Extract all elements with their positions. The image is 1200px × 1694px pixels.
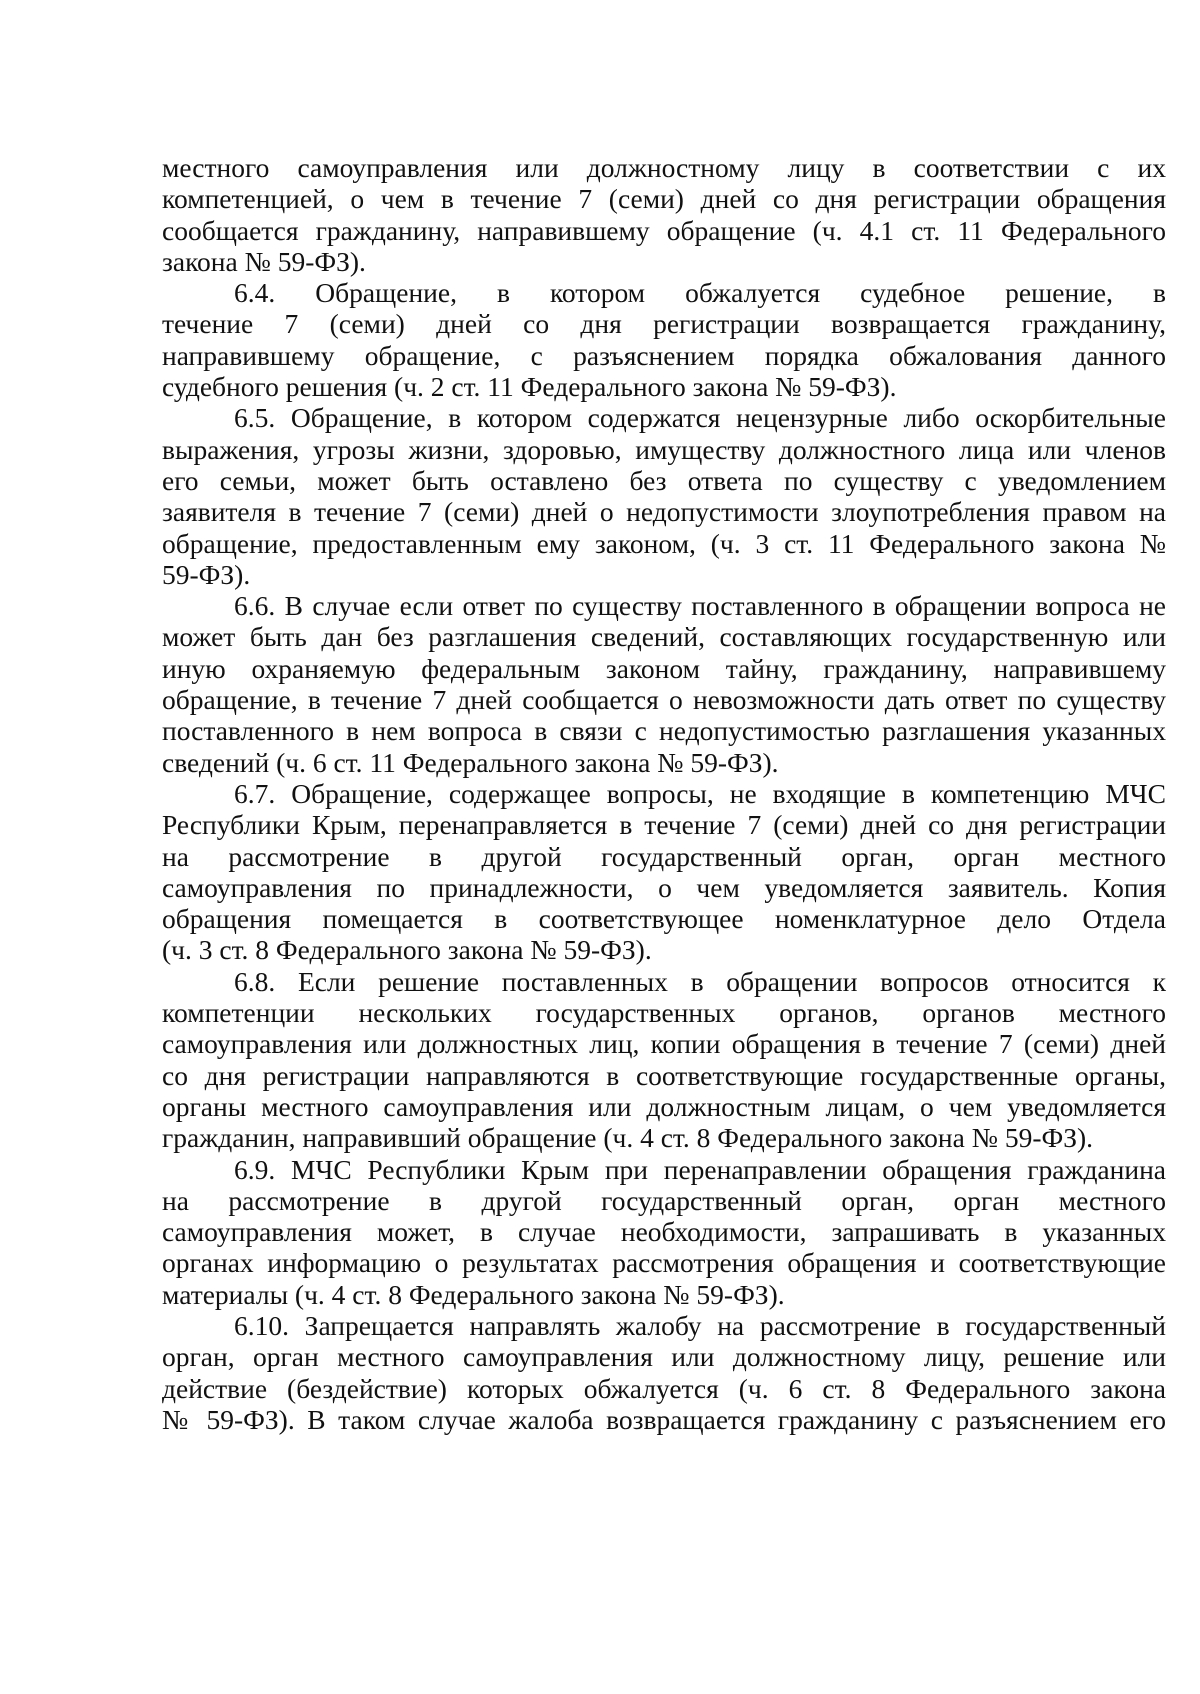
paragraph-continuation bbox=[162, 152, 1166, 277]
text-line: действие (бездействие) которых обжалуется (ч. 6 ст. 8 Федерального закона bbox=[162, 1372, 1166, 1404]
text-line: выражения, угрозы жизни, здоровью, имуществу должностного лица или членов bbox=[162, 433, 1166, 465]
text-line: со дня регистрации направляются в соответствующие государственные органы, bbox=[162, 1059, 1166, 1091]
text-line: органы местного самоуправления или должностным лицам, о чем уведомляется bbox=[162, 1090, 1166, 1122]
text-line: может быть дан без разглашения сведений, составляющих государственную или bbox=[162, 621, 1166, 653]
text-line: местного самоуправления или должностному лицу в соответствии с их bbox=[162, 152, 1166, 183]
text-line: 6.4. Обращение, в котором обжалуется судебное решение, в bbox=[234, 277, 1166, 309]
text-line: сообщается гражданину, направившему обращение (ч. 4.1 ст. 11 Федерального bbox=[162, 214, 1166, 246]
text-line: на рассмотрение в другой государственный орган, орган местного bbox=[162, 840, 1166, 872]
text-line: (ч. 3 ст. 8 Федерального закона № 59-ФЗ). bbox=[162, 934, 652, 966]
text-line: течение 7 (семи) дней со дня регистрации возвращается гражданину, bbox=[162, 308, 1166, 340]
text-line: 6.10. Запрещается направлять жалобу на рассмотрение в государственный bbox=[234, 1309, 1166, 1341]
text-line: обращения помещается в соответствующее номенклатурное дело Отдела bbox=[162, 903, 1166, 935]
document-body bbox=[162, 152, 1166, 1435]
text-line: закона № 59-ФЗ). bbox=[162, 245, 366, 277]
text-line: 6.6. В случае если ответ по существу поставленного в обращении вопроса не bbox=[234, 590, 1166, 622]
text-line: 6.9. МЧС Республики Крым при перенаправлении обращения гражданина bbox=[234, 1153, 1166, 1185]
text-line: компетенцией, о чем в течение 7 (семи) дней со дня регистрации обращения bbox=[162, 183, 1166, 215]
text-line: гражданин, направивший обращение (ч. 4 ст. 8 Федерального закона № 59-ФЗ). bbox=[162, 1122, 1094, 1154]
text-line: 59-ФЗ). bbox=[162, 558, 251, 590]
text-line: самоуправления может, в случае необходимости, запрашивать в указанных bbox=[162, 1216, 1166, 1248]
text-line: сведений (ч. 6 ст. 11 Федерального закона № 59-ФЗ). bbox=[162, 746, 779, 778]
paragraph-6-6 bbox=[162, 590, 1166, 778]
text-line: компетенции нескольких государственных органов, органов местного bbox=[162, 997, 1166, 1029]
text-line: Республики Крым, перенаправляется в течение 7 (семи) дней со дня регистрации bbox=[162, 809, 1166, 841]
text-line: иную охраняемую федеральным законом тайну, гражданину, направившему bbox=[162, 652, 1166, 684]
text-line: заявителя в течение 7 (семи) дней о недопустимости злоупотребления правом на bbox=[162, 496, 1166, 528]
text-line: обращение, в течение 7 дней сообщается о невозможности дать ответ по существу bbox=[162, 684, 1166, 716]
paragraph-6-8 bbox=[162, 966, 1166, 1154]
text-line: его семьи, может быть оставлено без ответа по существу с уведомлением bbox=[162, 464, 1166, 496]
paragraph-6-9 bbox=[162, 1154, 1166, 1310]
text-line: обращение, предоставленным ему законом, (ч. 3 ст. 11 Федерального закона № bbox=[162, 527, 1166, 559]
text-line: 6.5. Обращение, в котором содержатся нецензурные либо оскорбительные bbox=[234, 402, 1166, 434]
text-line: самоуправления по принадлежности, о чем уведомляется заявитель. Копия bbox=[162, 871, 1166, 903]
text-line: органах информацию о результатах рассмотрения обращения и соответствующие bbox=[162, 1247, 1166, 1279]
text-line: поставленного в нем вопроса в связи с недопустимостью разглашения указанных bbox=[162, 715, 1166, 747]
paragraph-6-5 bbox=[162, 402, 1166, 590]
paragraph-6-4 bbox=[162, 277, 1166, 402]
paragraph-6-7 bbox=[162, 778, 1166, 966]
text-line: самоуправления или должностных лиц, копии обращения в течение 7 (семи) дней bbox=[162, 1028, 1166, 1060]
text-line: на рассмотрение в другой государственный орган, орган местного bbox=[162, 1184, 1166, 1216]
text-line: № 59-ФЗ). В таком случае жалоба возвращается гражданину с разъяснением его bbox=[162, 1403, 1166, 1435]
paragraph-6-10 bbox=[162, 1310, 1166, 1435]
text-line: 6.7. Обращение, содержащее вопросы, не входящие в компетенцию МЧС bbox=[234, 777, 1166, 809]
text-line: 6.8. Если решение поставленных в обращении вопросов относится к bbox=[234, 965, 1166, 997]
text-line: материалы (ч. 4 ст. 8 Федерального закона № 59-ФЗ). bbox=[162, 1278, 785, 1310]
text-line: орган, орган местного самоуправления или должностному лицу, решение или bbox=[162, 1341, 1166, 1373]
text-line: судебного решения (ч. 2 ст. 11 Федерального закона № 59-ФЗ). bbox=[162, 371, 897, 403]
text-line: направившему обращение, с разъяснением порядка обжалования данного bbox=[162, 339, 1166, 371]
